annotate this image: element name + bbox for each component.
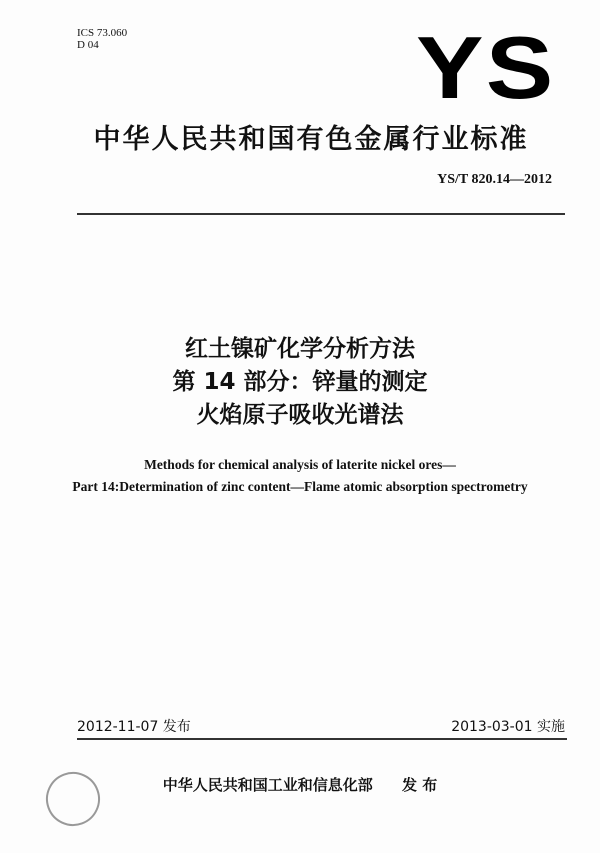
publisher-action: 发 布 xyxy=(402,776,438,794)
title-cn-line: 第 14 部分：锌量的测定 xyxy=(172,369,428,395)
header-divider xyxy=(77,213,565,215)
title-en-line: Part 14:Determination of zinc content—Flame atomic absorption spectrometry xyxy=(72,479,528,494)
title-en-line: Methods for chemical analysis of laterite nickel ores— xyxy=(144,457,456,472)
footer-divider xyxy=(77,738,567,740)
ccs-code: D 04 xyxy=(77,39,99,51)
standard-code: YS/T 820.14—2012 xyxy=(437,172,552,187)
effective-date: 2013-03-01 实施 xyxy=(451,719,565,735)
title-cn-line: 火焰原子吸收光谱法 xyxy=(196,402,404,428)
organization-heading: 中华人民共和国有色金属行业标准 xyxy=(93,124,529,155)
title-cn xyxy=(0,333,600,432)
ys-logo: YS xyxy=(416,18,556,117)
issue-date: 2012-11-07 发布 xyxy=(77,719,191,735)
title-en xyxy=(0,454,600,498)
classification-codes xyxy=(77,27,127,51)
publisher-name: 中华人民共和国工业和信息化部 xyxy=(162,776,373,794)
title-cn-line: 红土镍矿化学分析方法 xyxy=(185,336,415,362)
ics-code: ICS 73.060 xyxy=(77,27,128,39)
